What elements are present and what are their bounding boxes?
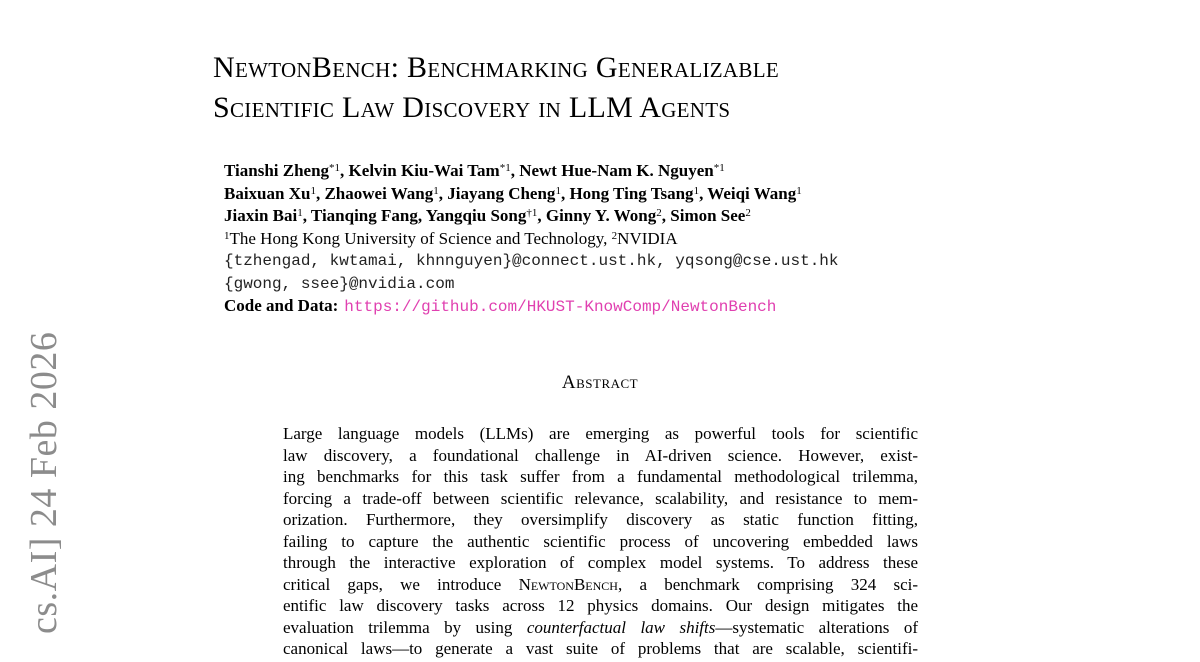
email-line-1: {tzhengad, kwtamai, khnnguyen}@connect.ust.hk, yqsong@cse.ust.hk: [224, 252, 839, 270]
author-name: , Newt Hue-Nam K. Nguyen: [510, 161, 714, 180]
abstract-heading: Abstract: [561, 372, 639, 393]
code-link[interactable]: https://github.com/HKUST-KnowComp/NewtonBench: [344, 298, 777, 316]
abstract-line: [283, 574, 918, 596]
author-name: , Kelvin Kiu-Wai Tam: [340, 161, 500, 180]
author-name: , Simon See: [661, 206, 746, 225]
affil-mark: 1: [297, 207, 303, 219]
affil-mark: 1: [796, 184, 802, 197]
affiliations: [224, 228, 839, 251]
benchmark-name: NewtonBench: [518, 574, 618, 594]
author-name: , Weiqi Wang: [699, 183, 797, 203]
affil-mark: *1: [499, 162, 511, 174]
author-row-1: [224, 160, 839, 183]
affil-mark: †1: [526, 207, 538, 219]
author-name: , Zhaowei Wang: [315, 183, 434, 203]
affil-mark: *1: [329, 162, 341, 174]
author-name: Tianshi Zheng: [224, 161, 330, 180]
author-name: , Jiayang Cheng: [438, 183, 556, 203]
author-name: Baixuan Xu: [224, 183, 311, 203]
abstract-line: entific law discovery tasks across 12 physics domains. Our design mitigates the: [283, 596, 918, 615]
emphasis-term: counterfactual law shifts: [526, 617, 716, 637]
author-name: , Hong Ting Tsang: [560, 183, 694, 203]
code-label: Code and Data:: [224, 296, 339, 315]
affil-mark: 2: [611, 229, 618, 242]
email-line-2: {gwong, ssee}@nvidia.com: [224, 274, 455, 293]
affil-mark: 1: [433, 184, 439, 197]
author-row-3: [224, 205, 839, 228]
affil-mark: 1: [693, 184, 700, 197]
abstract-line: ing benchmarks for this task suffer from a fundamental methodological trilemma,: [283, 467, 918, 486]
abstract-line: failing to capture the authentic scientific process of uncovering embedded laws: [283, 531, 918, 551]
affil-mark: 2: [745, 207, 751, 219]
affil-mark: 2: [656, 207, 662, 219]
paper-title: [213, 48, 1113, 128]
abstract-line: orization. Furthermore, they oversimplify discovery as static function fitting,: [283, 510, 918, 529]
abstract-line: through the interactive exploration of complex model systems. To address these: [283, 553, 918, 572]
author-row-2: [224, 183, 839, 206]
abstract-line: forcing a trade-off between scientific relevance, scalability, and resistance to mem-: [283, 488, 918, 508]
affiliation-name: The Hong Kong University of Science and Technology,: [229, 228, 612, 248]
title-line-1: NewtonBench: Benchmarking Generalizable: [213, 51, 779, 84]
author-name: , Tianqing Fang, Yangqiu Song: [302, 206, 527, 225]
affil-mark: 1: [310, 184, 316, 197]
abstract-text: evaluation trilemma by using: [283, 617, 527, 637]
abstract-text: —systematic alterations of: [715, 617, 919, 637]
affil-mark: 1: [224, 229, 230, 242]
affil-mark: 1: [555, 184, 561, 197]
arxiv-stamp: cs.AI] 24 Feb 2026: [23, 332, 65, 635]
affil-mark: *1: [713, 162, 725, 174]
author-name: Jiaxin Bai: [224, 206, 298, 225]
abstract-text: critical gaps, we introduce: [283, 574, 519, 594]
abstract-body: [283, 423, 918, 660]
code-and-data: [224, 295, 839, 319]
author-name: , Ginny Y. Wong: [537, 206, 657, 225]
abstract-line: Large language models (LLMs) are emerging as powerful tools for scientific: [283, 424, 918, 443]
abstract-line: canonical laws—to generate a vast suite of problems that are scalable, scientifi-: [283, 639, 918, 658]
affiliation-name: NVIDIA: [617, 228, 678, 248]
author-block: [224, 160, 839, 319]
abstract-line: [283, 617, 918, 639]
abstract-line: law discovery, a foundational challenge in AI-driven science. However, exist-: [283, 445, 918, 465]
abstract-text: , a benchmark comprising 324 sci-: [617, 574, 919, 594]
title-line-2: Scientific Law Discovery in LLM Agents: [213, 91, 731, 124]
